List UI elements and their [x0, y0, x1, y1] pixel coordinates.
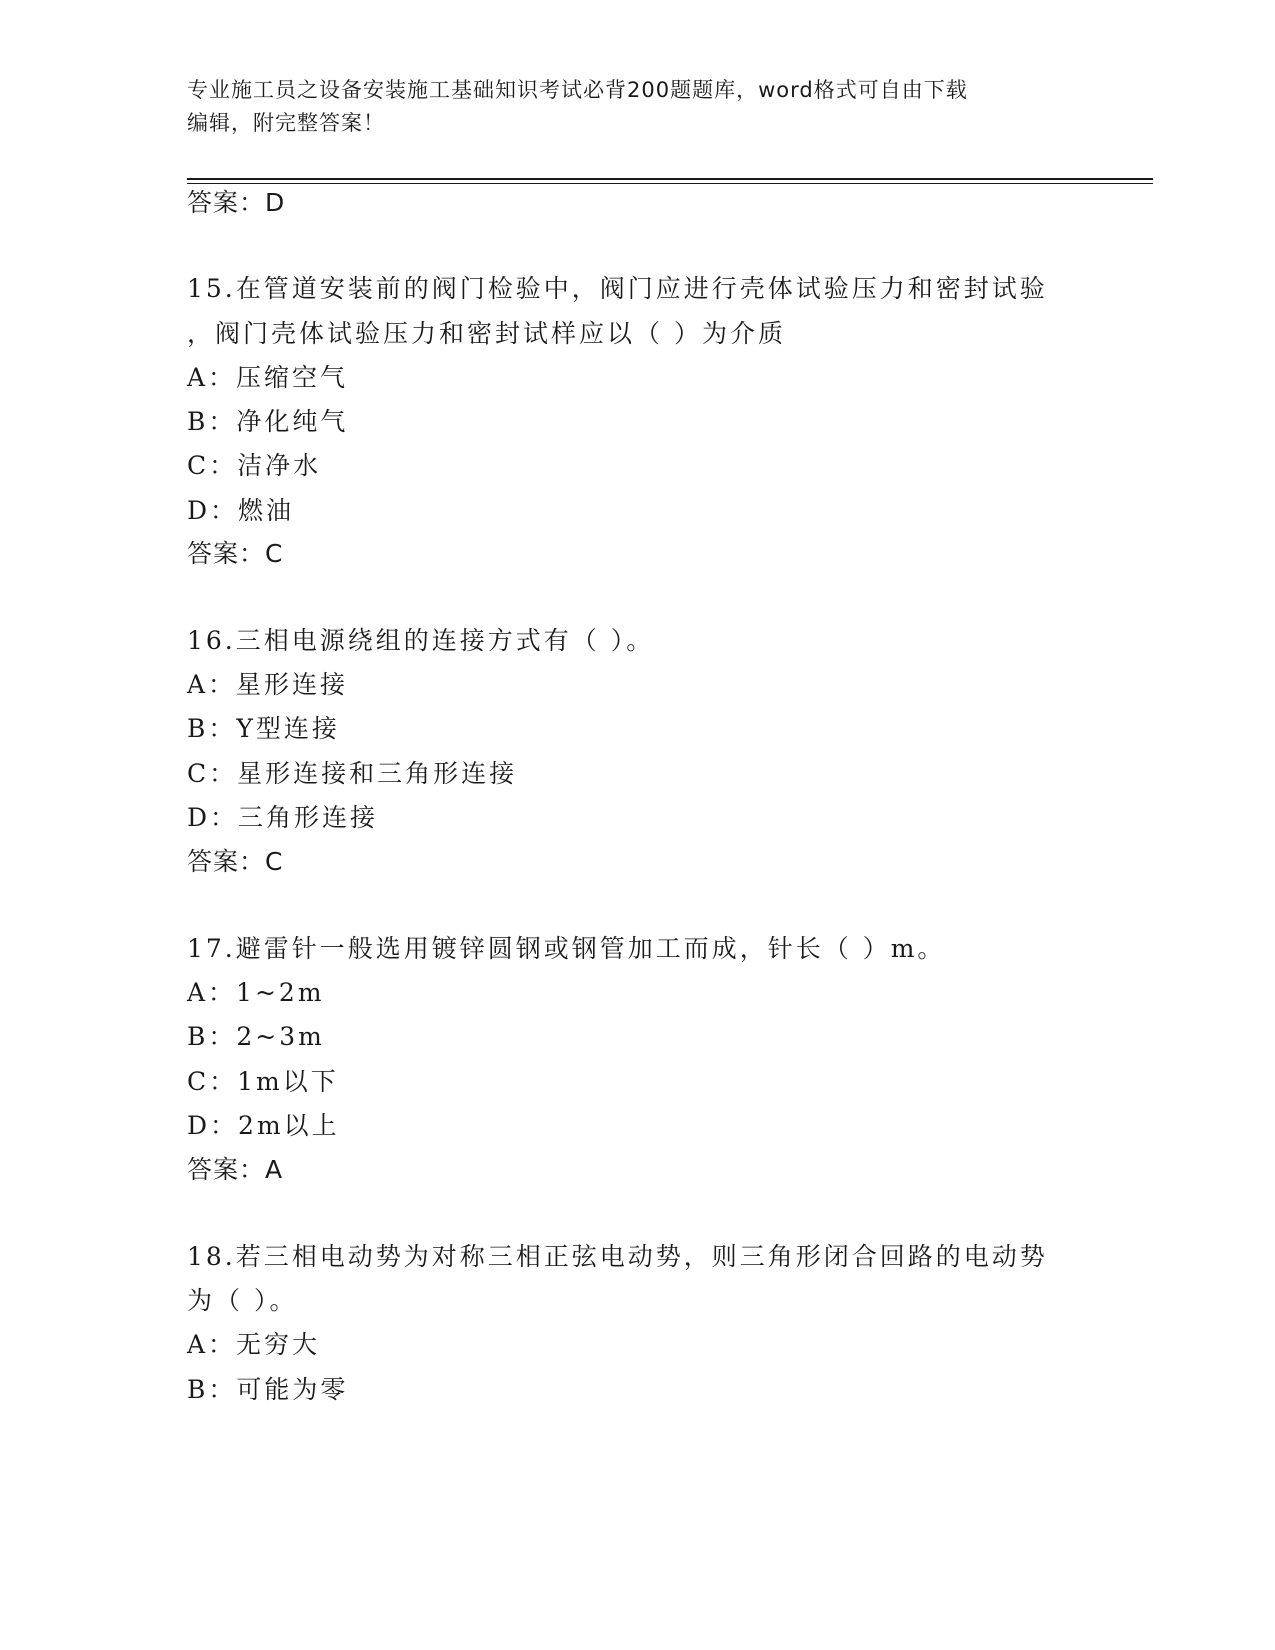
option-18-a: A：无穷大 — [187, 1330, 321, 1359]
question-stem-18-line-2: 为（ ）。 — [187, 1286, 298, 1315]
option-16-c: C：星形连接和三角形连接 — [187, 759, 518, 788]
option-18-b: B：可能为零 — [187, 1375, 349, 1404]
option-15-d: D：燃油 — [187, 496, 295, 525]
option-16-d: D：三角形连接 — [187, 803, 379, 832]
option-15-c: C：洁净水 — [187, 451, 322, 480]
option-15-b: B：净化纯气 — [187, 407, 349, 436]
answer-15: 答案：C — [187, 539, 284, 568]
option-15-a: A：压缩空气 — [187, 363, 349, 392]
header-rule-thick — [187, 178, 1153, 180]
option-17-d: D：2m以上 — [187, 1111, 340, 1140]
answer-16: 答案：C — [187, 847, 284, 876]
question-stem-18-line-1: 18.若三相电动势为对称三相正弦电动势，则三角形闭合回路的电动势 — [187, 1242, 1048, 1271]
answer-line: 答案：D — [187, 188, 286, 217]
option-17-b: B：2~3m — [187, 1022, 325, 1051]
header-title-line-2: 编辑，附完整答案！ — [187, 111, 385, 135]
question-stem-17: 17.避雷针一般选用镀锌圆钢或钢管加工而成，针长（ ）m。 — [187, 934, 946, 963]
option-17-c: C：1m以下 — [187, 1067, 339, 1096]
answer-17: 答案：A — [187, 1155, 284, 1184]
document-header — [187, 74, 1087, 140]
header-title-line-1: 专业施工员之设备安装施工基础知识考试必背200题题库，word格式可自由下载 — [187, 78, 968, 102]
option-16-b: B：Y型连接 — [187, 714, 340, 743]
question-stem-15-line-1: 15.在管道安装前的阀门检验中，阀门应进行壳体试验压力和密封试验 — [187, 274, 1048, 303]
option-17-a: A：1~2m — [187, 978, 325, 1007]
header-rule-thin — [187, 183, 1153, 184]
question-stem-15-line-2: ，阀门壳体试验压力和密封试样应以（ ）为介质 — [187, 319, 786, 348]
question-stem-16: 16.三相电源绕组的连接方式有（ ）。 — [187, 626, 655, 655]
option-16-a: A：星形连接 — [187, 670, 349, 699]
